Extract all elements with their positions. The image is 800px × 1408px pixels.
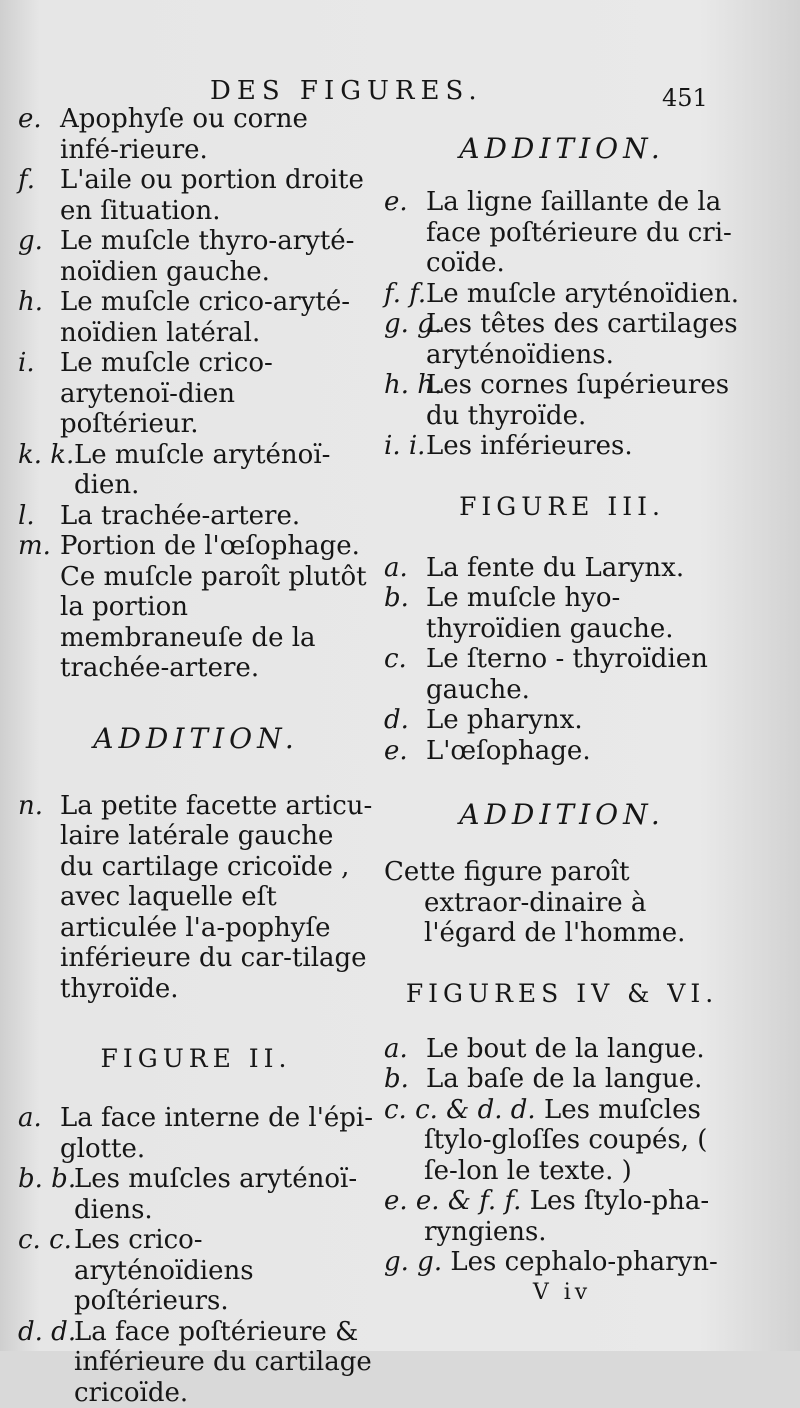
entry-text: La face interne de l'épi-glotte.	[60, 1103, 374, 1164]
addition-heading: ADDITION.	[18, 722, 374, 755]
figure-heading: FIGURE II.	[18, 1044, 374, 1073]
entry-key: e.	[384, 736, 408, 767]
running-head: DES FIGURES.	[210, 76, 483, 106]
entry-text: Les crico-aryténoïdiens poſtérieurs.	[74, 1225, 374, 1317]
entry-text: Le pharynx.	[426, 705, 740, 736]
entry-key: e.	[384, 187, 408, 218]
legend-entry-e-f	[384, 1186, 740, 1247]
legend-entry-e	[18, 104, 374, 165]
entry-key: c. c.	[18, 1225, 72, 1256]
entry-text: Le ſterno - thyroïdien gauche.	[426, 644, 740, 705]
right-column	[384, 132, 740, 1305]
legend-entry-k	[18, 440, 374, 501]
entry-key: b.	[384, 583, 409, 614]
legend-entry-h	[384, 370, 740, 431]
legend-entry-a	[18, 1103, 374, 1164]
entry-key: a.	[384, 1034, 408, 1065]
legend-entry-i	[18, 348, 374, 440]
entry-key: g.	[18, 226, 43, 257]
entry-key: g. g.	[384, 1247, 442, 1277]
legend-entry-l	[18, 501, 374, 532]
entry-key: g. g.	[384, 309, 442, 340]
entry-text: L'œſophage.	[426, 736, 740, 767]
entry-text: Les ſtylo-pha-ryngiens.	[424, 1186, 709, 1247]
entry-text: La face poſtérieure & inférieure du cartilage cricoïde.	[74, 1317, 374, 1408]
entry-text: Le muſcle hyo-thyroïdien gauche.	[426, 583, 740, 644]
legend-entry-b	[18, 1164, 374, 1225]
entry-key: a.	[384, 553, 408, 584]
legend-entry-c	[384, 644, 740, 705]
entry-key: e. e. & f. f.	[384, 1186, 521, 1216]
entry-key: b. b.	[18, 1164, 76, 1195]
entry-text: Apophyſe ou corne infé-rieure.	[60, 104, 374, 165]
entry-text: Les muſcles aryténoï-diens.	[74, 1164, 374, 1225]
entry-text: L'aile ou portion droite en ſituation.	[60, 165, 374, 226]
legend-entry-d	[18, 1317, 374, 1408]
entry-text: La trachée-artere.	[60, 501, 374, 532]
entry-key: k. k.	[18, 440, 74, 471]
legend-entry-f	[384, 279, 740, 310]
legend-entry-a	[384, 553, 740, 584]
entry-key: e.	[18, 104, 42, 135]
entry-key: h. h.	[384, 370, 442, 401]
legend-entry-e	[384, 736, 740, 767]
figure-heading: FIGURE III.	[384, 492, 740, 521]
entry-text: Les muſcles ſtylo-gloſſes coupés, ( ſe-lon le texte. )	[424, 1095, 707, 1186]
legend-entry-b	[384, 583, 740, 644]
legend-entry-a	[384, 1034, 740, 1065]
entry-key: d.	[384, 705, 409, 736]
entry-text: La baſe de la langue.	[426, 1064, 740, 1095]
legend-entry-f	[18, 165, 374, 226]
legend-entry-m	[18, 531, 374, 684]
entry-text: La petite facette articu-laire latérale gauche du cartilage cricoïde , avec laquelle eſt articulée l'a-pophyſe inférieure du car-tilage thyroïde.	[60, 791, 374, 1005]
entry-text: La fente du Larynx.	[426, 553, 740, 584]
entry-text: Le muſcle aryténoïdien.	[426, 279, 740, 310]
legend-entry-g	[384, 1247, 740, 1278]
entry-text: Portion de l'œſophage. Ce muſcle paroît plutôt la portion membraneuſe de la trachée-artere.	[60, 531, 374, 684]
addition-heading: ADDITION.	[384, 798, 740, 831]
entry-key: l.	[18, 501, 35, 532]
entry-text: Les cornes ſupérieures du thyroïde.	[426, 370, 740, 431]
legend-entry-d	[384, 705, 740, 736]
entry-key: d. d.	[18, 1317, 76, 1348]
entry-key: h.	[18, 287, 43, 318]
entry-text: Les inférieures.	[426, 431, 740, 462]
legend-entry-n	[18, 791, 374, 1005]
legend-entry-b	[384, 1064, 740, 1095]
legend-entry-c-d	[384, 1095, 740, 1187]
entry-key: c.	[384, 644, 407, 675]
entry-text: Le bout de la langue.	[426, 1034, 740, 1065]
legend-entry-g	[18, 226, 374, 287]
entry-key: c. c. & d. d.	[384, 1095, 536, 1125]
entry-text: Les cephalo-pharyn-	[450, 1247, 717, 1277]
addition-note: Cette figure paroît extraor-dinaire à l'égard de l'homme.	[384, 857, 740, 949]
entry-key: m.	[18, 531, 51, 562]
signature-mark: V iv	[384, 1280, 740, 1305]
entry-key: f. f.	[384, 279, 426, 310]
figure-heading: FIGURES IV & VI.	[384, 979, 740, 1008]
entry-key: i. i.	[384, 431, 425, 462]
entry-text: Les têtes des cartilages aryténoïdiens.	[426, 309, 740, 370]
entry-text: Le muſcle crico-arytenoï-dien poſtérieur.	[60, 348, 374, 440]
addition-heading: ADDITION.	[384, 132, 740, 165]
legend-entry-c	[18, 1225, 374, 1317]
entry-text: Le muſcle crico-aryté-noïdien latéral.	[60, 287, 374, 348]
entry-text: Le muſcle thyro-aryté-noïdien gauche.	[60, 226, 374, 287]
entry-key: f.	[18, 165, 35, 196]
left-column	[18, 104, 374, 1408]
page-number: 451	[662, 84, 708, 112]
legend-entry-g	[384, 309, 740, 370]
entry-text: La ligne ſaillante de la face poſtérieure du cri-coïde.	[426, 187, 740, 279]
legend-entry-i	[384, 431, 740, 462]
legend-entry-e	[384, 187, 740, 279]
entry-key: n.	[18, 791, 43, 822]
entry-text: Le muſcle aryténoï-dien.	[74, 440, 374, 501]
legend-entry-h	[18, 287, 374, 348]
entry-key: b.	[384, 1064, 409, 1095]
entry-key: i.	[18, 348, 35, 379]
entry-key: a.	[18, 1103, 42, 1134]
